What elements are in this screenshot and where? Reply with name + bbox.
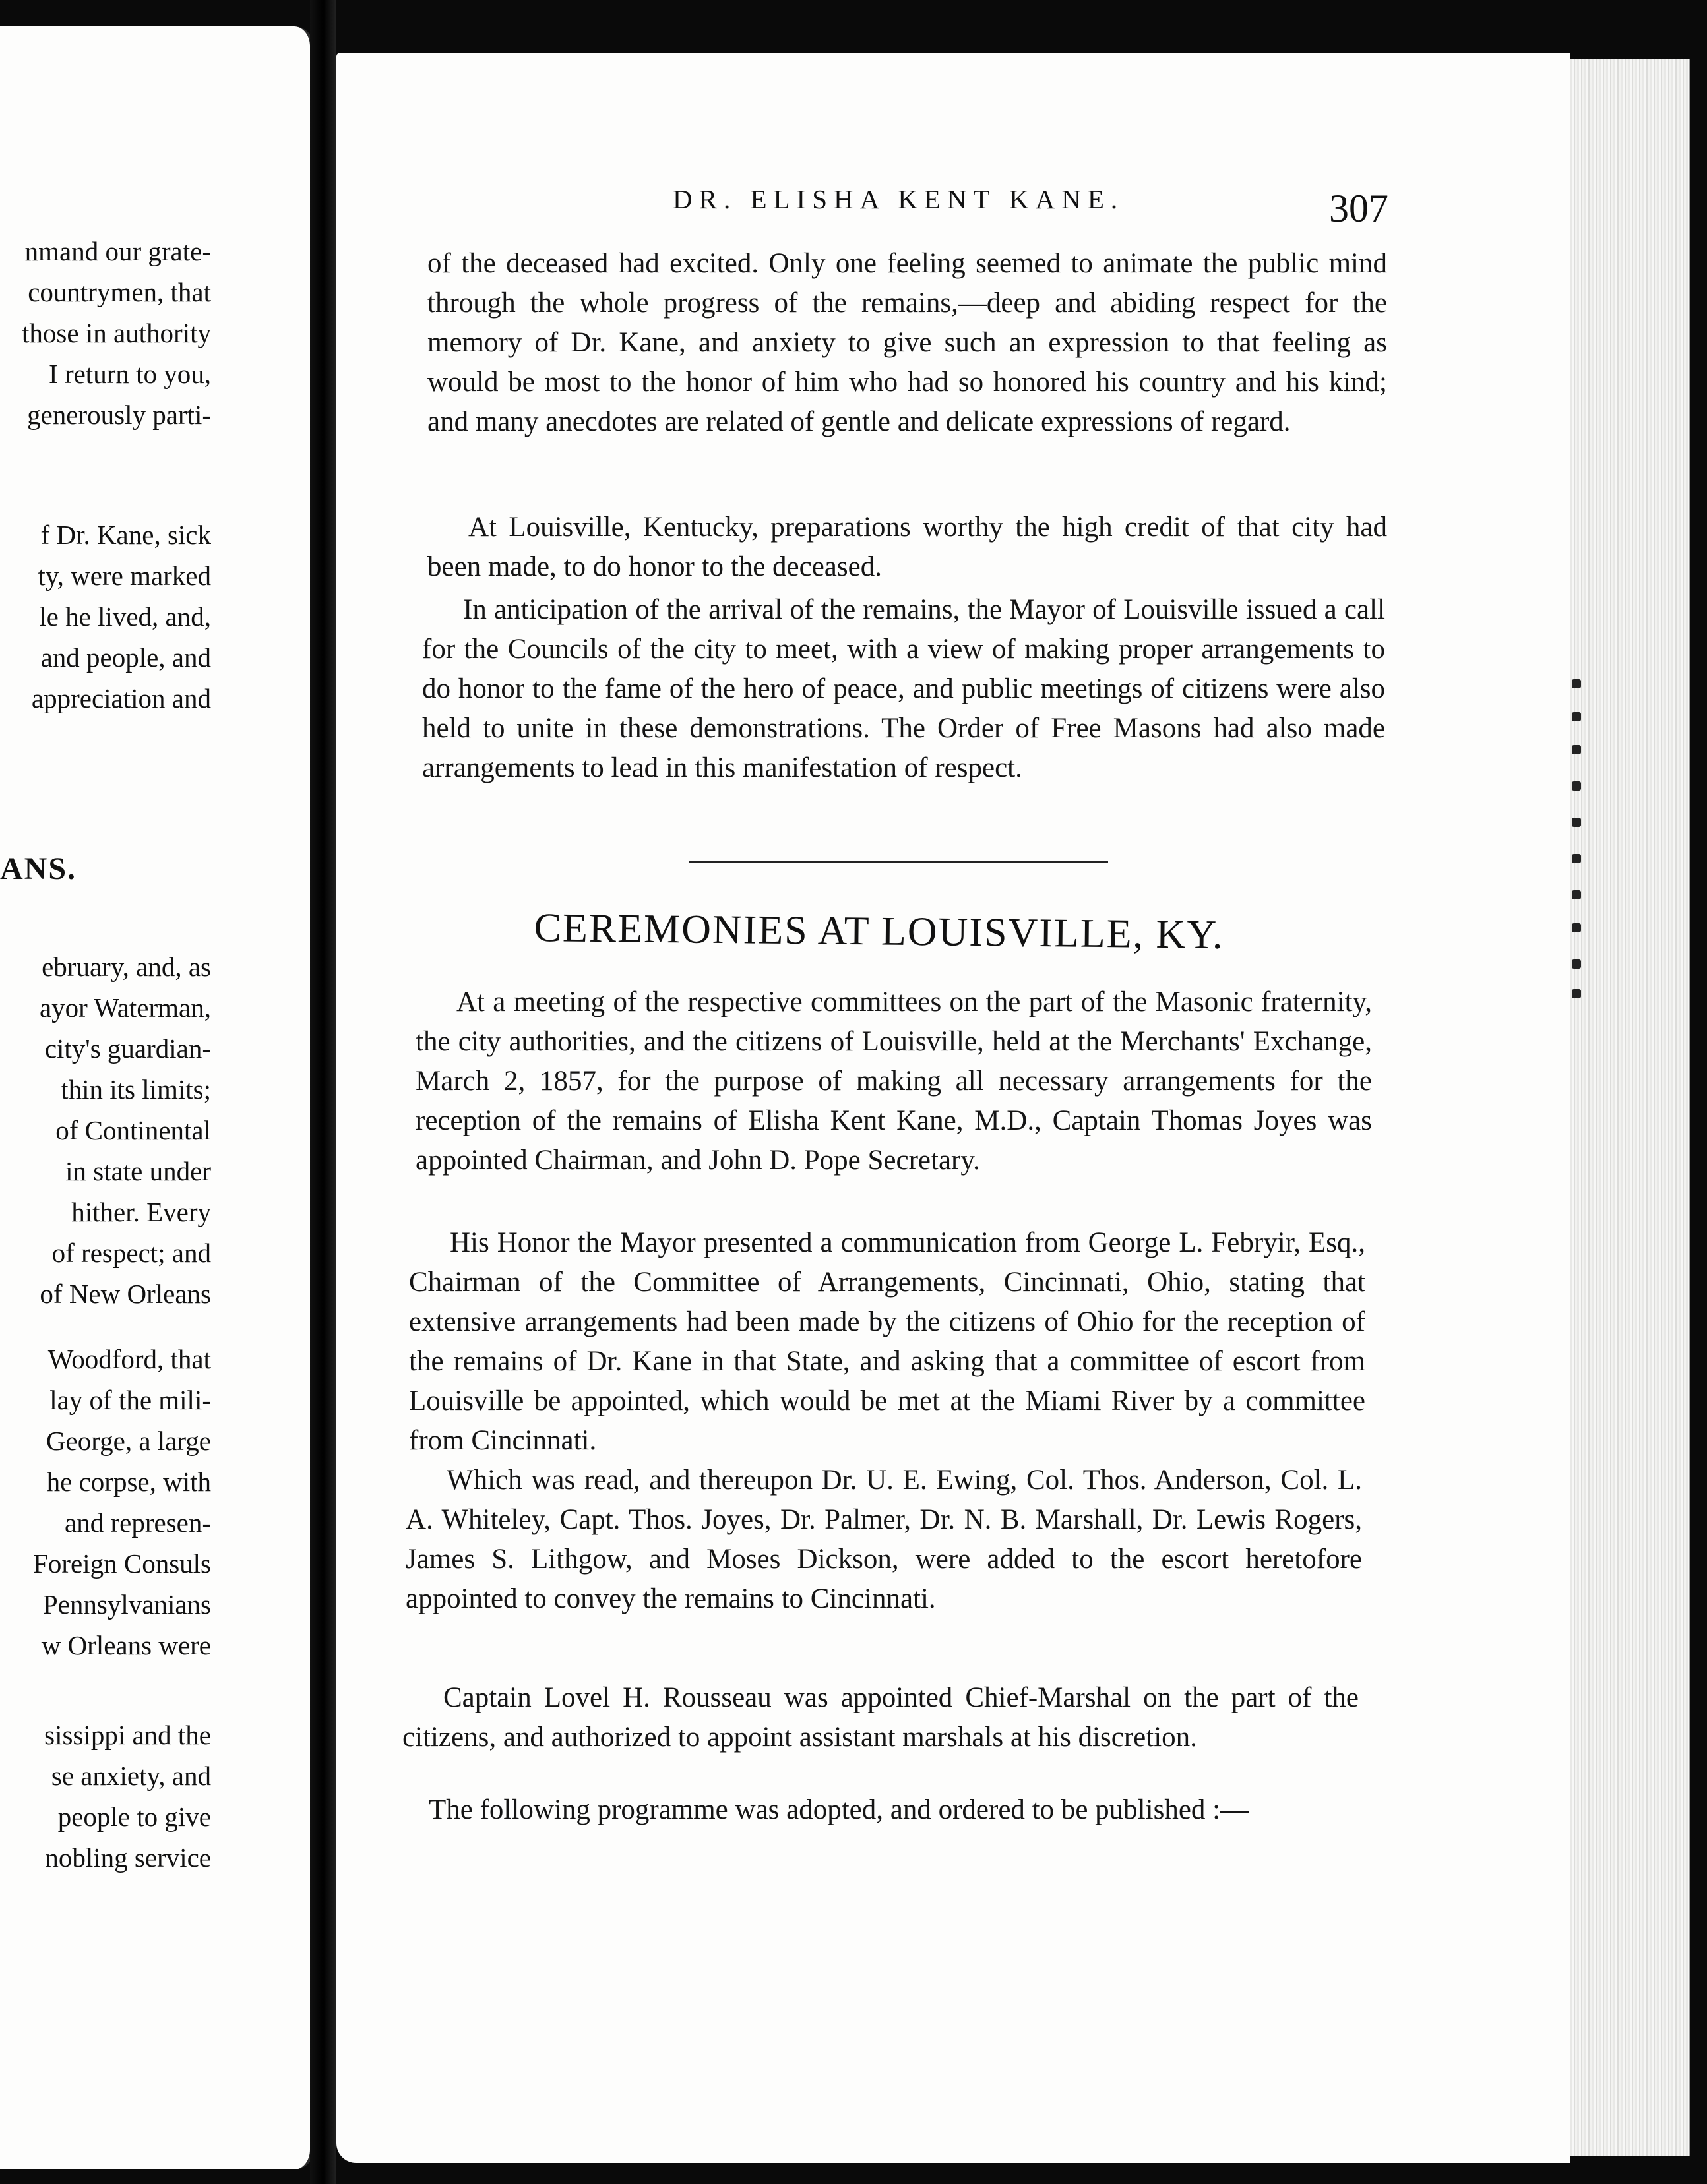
left-page-line: of New Orleans <box>40 1279 211 1309</box>
paragraph-5: His Honor the Mayor presented a communication from George L. Febryir, Esq., Chairman of the Committee of Arrangements, Cincinnati, Ohio, stating that extensive arrangements had been made by the citizens of Ohio for the reception of the remains of Dr. Kane in that State, and asking that a committee of escort from Louisville be appointed, which would be met at the Miami River by a committee from Cincinnati. <box>409 1227 1365 1456</box>
left-page-line: appreciation and <box>31 683 211 713</box>
left-page-line: ebruary, and, as <box>42 952 211 982</box>
left-page-line: he corpse, with <box>46 1467 211 1497</box>
left-page-fragment-b <box>0 514 211 719</box>
running-head: DR. ELISHA KENT KANE. <box>673 184 1125 214</box>
left-page-line: Woodford, that <box>47 1344 211 1374</box>
left-page-line: of respect; and <box>51 1238 211 1268</box>
paragraph-1: of the deceased had excited. Only one feeling seemed to animate the public mind through the whole progress of the remains,—deep and abiding respect for the memory of Dr. Kane, and anxiety to give such an expression to that feeling as would be most to the honor of him who had so honored his country and his kind; and many anecdotes are related of gentle and delicate expressions of regard. <box>427 248 1387 437</box>
paragraph-3: In anticipation of the arrival of the remains, the Mayor of Louisville issued a call for the Councils of the city to meet, with a view of making proper arrangements to do honor to the fame of the hero of peace, and public meetings of citizens were also held to unite in these demonstrations. The Order of Free Masons had also made arrangements to lead in this manifestation of respect. <box>422 594 1385 783</box>
left-page-line: ayor Waterman, <box>39 992 211 1023</box>
left-page-line: w Orleans were <box>41 1630 211 1660</box>
paragraph-8: The following programme was adopted, and ordered to be published :— <box>429 1794 1249 1825</box>
section-title: CEREMONIES AT LOUISVILLE, KY. <box>534 905 1224 957</box>
left-page-line: thin its limits; <box>61 1074 211 1105</box>
left-page-fragment-e <box>0 1714 211 1878</box>
left-page-line: nobling service <box>45 1842 211 1873</box>
left-page-fragment-d <box>0 1339 211 1666</box>
paragraph-7: Captain Lovel H. Rousseau was appointed Chief-Marshal on the part of the citizens, and authorized to appoint assistant marshals at his discretion. <box>402 1682 1359 1753</box>
left-page-line: people to give <box>57 1802 211 1832</box>
page-edges <box>1570 59 1690 2156</box>
paragraph-2: At Louisville, Kentucky, preparations worthy the high credit of that city had been made, to do honor to the deceased. <box>427 512 1387 582</box>
page-number: 307 <box>1329 187 1388 230</box>
left-page-line: Pennsylvanians <box>42 1589 211 1620</box>
left-page-line: f Dr. Kane, sick <box>40 520 211 550</box>
left-page-line: those in authority <box>22 318 211 348</box>
left-page-line: se anxiety, and <box>51 1761 211 1791</box>
paragraph-4: At a meeting of the respective committees on the part of the Masonic fraternity, the city authorities, and the citizens of Louisville, held at the Merchants' Exchange, March 2, 1857, for the purpose of making all necessary arrangements for the reception of the remains of Elisha Kent Kane, M.D., Captain Thomas Joyes was appointed Chairman, and John D. Pope Secretary. <box>416 986 1372 1176</box>
left-page-heading: ANS. <box>0 851 77 886</box>
left-page-line: countrymen, that <box>28 277 211 307</box>
left-page-line: sissippi and the <box>44 1720 211 1750</box>
section-divider <box>689 861 1108 863</box>
left-page-line: hither. Every <box>71 1197 211 1227</box>
left-page-line: nmand our grate- <box>24 236 211 266</box>
left-page-fragment-c <box>0 946 211 1314</box>
left-page-line: and represen- <box>65 1507 211 1538</box>
book-gutter <box>310 0 336 2184</box>
left-page-line: ty, were marked <box>38 561 211 591</box>
left-page-line: in state under <box>65 1156 211 1186</box>
left-page-line: Foreign Consuls <box>33 1548 211 1579</box>
left-page-line: lay of the mili- <box>49 1385 211 1415</box>
left-page-fragment-a <box>0 231 211 435</box>
left-page-line: generously parti- <box>27 400 211 430</box>
left-page <box>0 26 314 2169</box>
left-page-line: George, a large <box>46 1426 211 1456</box>
left-page-line: and people, and <box>40 642 211 673</box>
left-page-line: of Continental <box>55 1115 211 1145</box>
left-page-line: city's guardian- <box>44 1033 211 1064</box>
left-page-line: I return to you, <box>49 359 211 389</box>
paragraph-6: Which was read, and thereupon Dr. U. E. Ewing, Col. Thos. Anderson, Col. L. A. Whiteley, Capt. Thos. Joyes, Dr. Palmer, Dr. N. B. Marshall, Dr. Lewis Rogers, James S. Lithgow, and Moses Dickson, were added to the escort heretofore appointed to convey the remains to Cincinnati. <box>406 1465 1362 1614</box>
left-page-line: le he lived, and, <box>39 601 211 632</box>
